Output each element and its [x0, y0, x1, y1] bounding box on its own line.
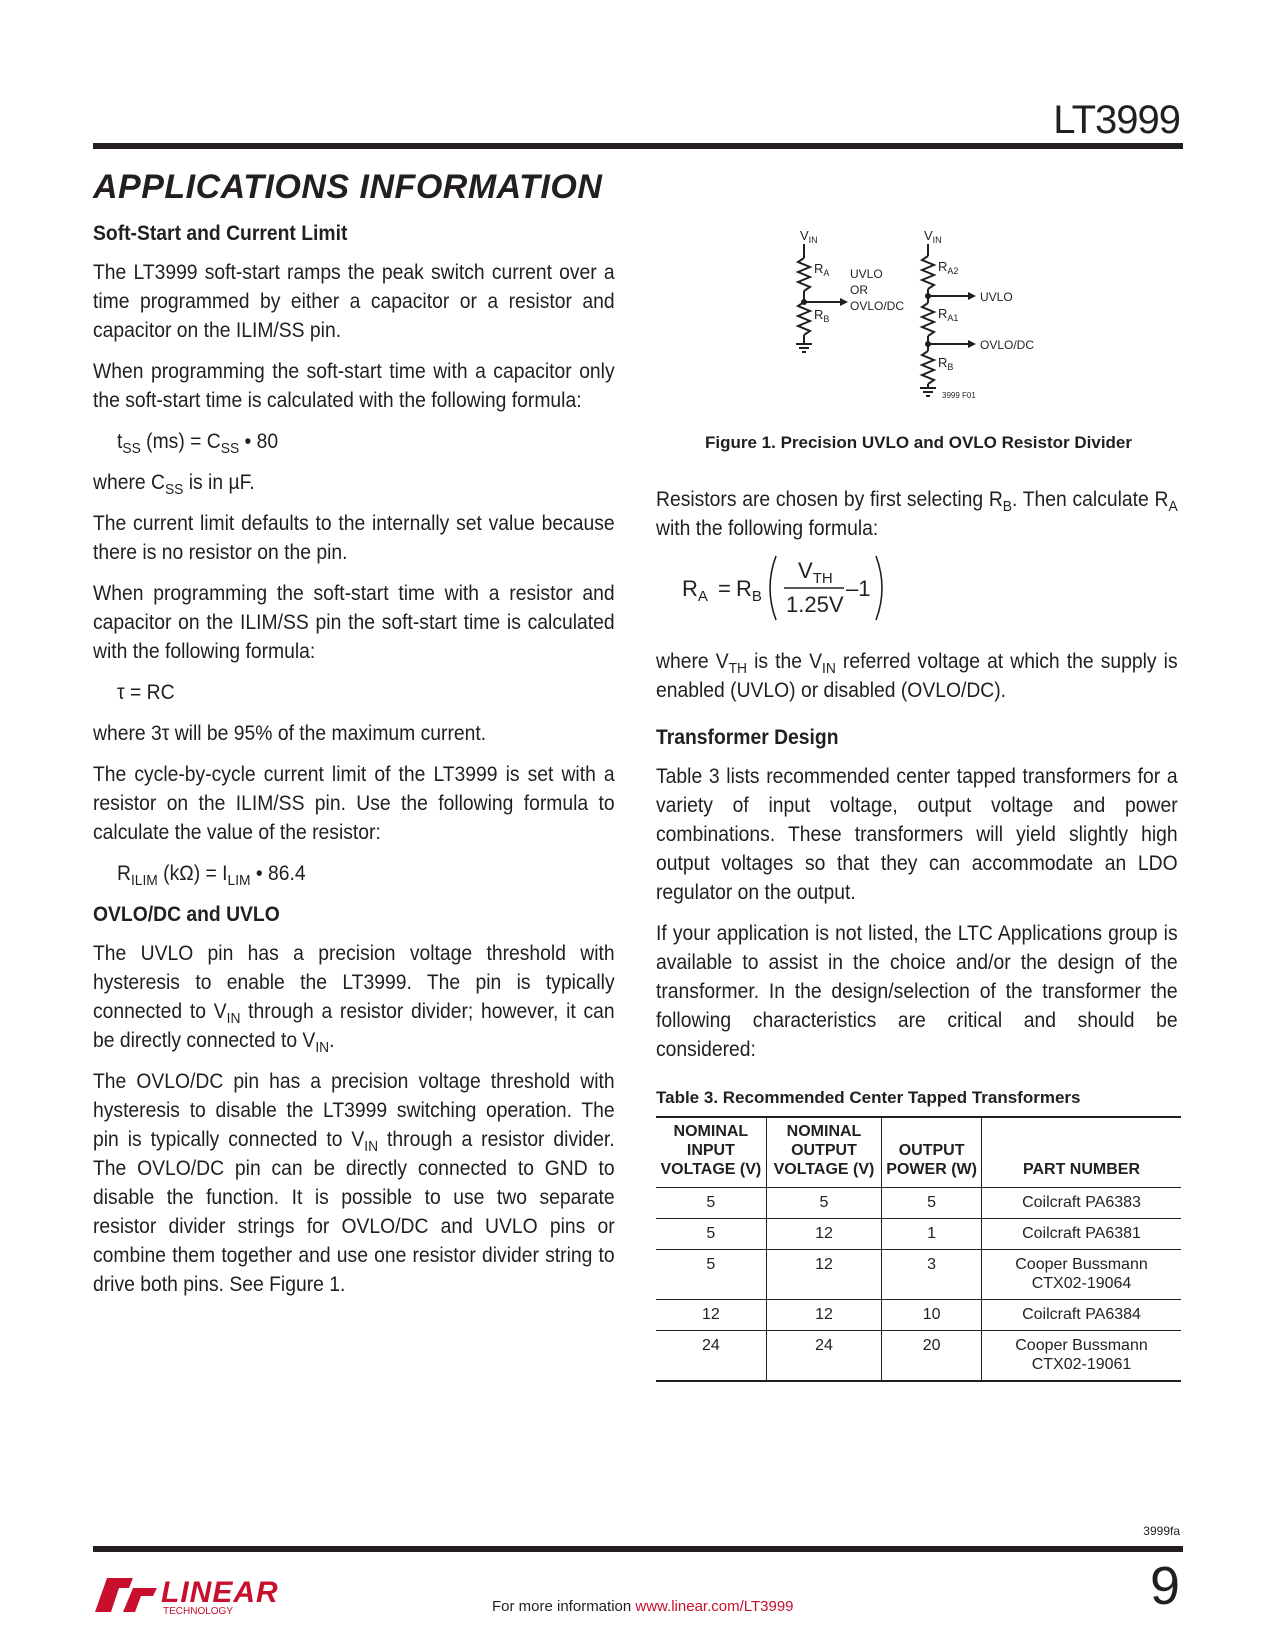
document-id: 3999fa	[1143, 1524, 1180, 1538]
heading-transformer: Transformer Design	[656, 726, 839, 749]
or-label: OR	[850, 283, 868, 297]
table-cell: 20	[882, 1331, 982, 1382]
paragraph: Table 3 lists recommended center tapped transformers for a variety of input voltage, output voltage and power combinations. These transformers will yield slightly high output voltages so that they can accommodate an LDO regulator on the output.	[656, 765, 1178, 904]
paragraph: If your application is not listed, the LTC Applications group is available to assist in the choice and/or the design of the transformer. In the design/selection of the transformer the following characteristics are critical and should be considered:	[656, 922, 1178, 1061]
paragraph: where $V_{TH}$ is the $V_{IN}$ referred voltage at which the supply is enabled (UVLO) or disabled (OVLO/DC).	[656, 650, 1178, 702]
paragraph: Resistors are chosen by first selecting $R_B$. Then calculate $R_A$ with the following formula:	[656, 488, 1178, 540]
out-ovlo-label: OVLO/DC	[980, 338, 1035, 352]
column-header: NOMINAL OUTPUT VOLTAGE (V)	[766, 1117, 882, 1188]
heading-softstart: Soft-Start and Current Limit	[93, 222, 348, 245]
table-cell: 5	[656, 1219, 766, 1250]
paragraph: The OVLO/DC pin has a precision voltage threshold with hysteresis to disable the LT3999 switching operation. The pin is typically connected to $V_{IN}$ through a resistor divider. The OVLO/DC pin can be directly connected to GND to disable the function. It is possible to use two separate resistor divider strings for OVLO/DC and UVLO pins or combine them together and use one resistor divider string to drive both pins. See Figure 1.	[93, 1070, 615, 1296]
footer-more-info: For more information www.linear.com/LT3999	[492, 1598, 794, 1615]
eq-denominator: 1.25V	[786, 592, 844, 617]
table-cell: Coilcraft PA6381	[982, 1219, 1182, 1250]
right-paren	[876, 556, 882, 620]
rb-label: $R_B$	[814, 307, 830, 324]
table-cell: 12	[766, 1250, 882, 1300]
paragraph: where $C_{SS}$ is in µF.	[93, 471, 255, 498]
left-paren	[770, 556, 776, 620]
paragraph: where 3τ will be 95% of the maximum current.	[93, 722, 487, 745]
paragraph: The cycle-by-cycle current limit of the LT3999 is set with a resistor on the ILIM/SS pin. Use the following formula to calculate the value of the resistor:	[93, 763, 615, 844]
table-cell: Cooper Bussmann CTX02-19061	[982, 1331, 1182, 1382]
table-cell: 5	[882, 1188, 982, 1219]
resistor-ra	[798, 258, 810, 291]
uvlo-label: UVLO	[850, 267, 883, 281]
column-header: NOMINAL INPUT VOLTAGE (V)	[656, 1117, 766, 1188]
column-header: PART NUMBER	[982, 1117, 1182, 1188]
ra-equation	[680, 548, 900, 628]
ground-icon	[796, 344, 812, 352]
table-cell: 12	[766, 1300, 882, 1331]
table-cell: Coilcraft PA6384	[982, 1300, 1182, 1331]
part-number: LT3999	[1053, 98, 1180, 142]
table-header-row	[656, 1117, 1181, 1188]
resistor-rb	[798, 302, 810, 335]
arrow-icon	[968, 292, 976, 300]
column-header: OUTPUT POWER (W)	[882, 1117, 982, 1188]
ra-label: $R_A$	[814, 261, 830, 278]
table-cell: 12	[656, 1300, 766, 1331]
left-column	[93, 219, 618, 1311]
footer-link[interactable]: www.linear.com/LT3999	[635, 1598, 794, 1615]
paragraph: The LT3999 soft-start ramps the peak switch current over a time programmed by either a capacitor or a resistor and capacitor on the ILIM/SS pin.	[93, 261, 615, 342]
ovlo-label: OVLO/DC	[850, 299, 905, 313]
formula-tss: $t_{SS}$ $(ms) = C_{SS}$ • 80	[117, 430, 279, 457]
formula-tau: τ = RC	[117, 681, 175, 704]
figure-id: 3999 F01	[942, 391, 976, 400]
figure-caption: Figure 1. Precision UVLO and OVLO Resistor Divider	[705, 433, 1132, 452]
table-row	[656, 1331, 1181, 1382]
table-row	[656, 1188, 1181, 1219]
table-cell: 5	[656, 1250, 766, 1300]
table-cell: 12	[766, 1219, 882, 1250]
paragraph: When programming the soft-start time with a capacitor only the soft-start time is calculated with the following formula:	[93, 360, 615, 412]
vin-label: $V_{IN}$	[924, 228, 942, 245]
formula-rilim: $R_{ILIM}$ $(k\Omega) = I_{LIM}$ • 86.4	[117, 862, 306, 889]
arrow-icon	[968, 340, 976, 348]
ra2-label: $R_{A2}$	[938, 259, 959, 276]
table-cell: 24	[766, 1331, 882, 1382]
footer-rule	[93, 1546, 1183, 1552]
out-uvlo-label: UVLO	[980, 290, 1013, 304]
logo-text: LINEAR	[161, 1576, 279, 1609]
table-cell: Cooper Bussmann CTX02-19064	[982, 1250, 1182, 1300]
ground-icon	[920, 388, 936, 396]
heading-ovlo: OVLO/DC and UVLO	[93, 903, 280, 926]
eq-minus-one: –1	[846, 576, 871, 601]
arrow-icon	[840, 298, 848, 306]
table-cell: 10	[882, 1300, 982, 1331]
transformer-table	[656, 1116, 1181, 1382]
table-cell: Coilcraft PA6383	[982, 1188, 1182, 1219]
uvlo-ovlo-schematic	[790, 228, 1050, 423]
table-cell: 5	[656, 1188, 766, 1219]
table-cell: 5	[766, 1188, 882, 1219]
table-row	[656, 1250, 1181, 1300]
header-rule	[93, 143, 1183, 149]
rb-label: $R_B$	[938, 355, 954, 372]
paragraph: The current limit defaults to the internally set value because there is no resistor on the pin.	[93, 512, 615, 564]
resistor-ra1	[922, 303, 934, 336]
table-cell: 3	[882, 1250, 982, 1300]
section-title: APPLICATIONS INFORMATION	[93, 168, 603, 206]
eq-rb: $R_B$	[736, 576, 762, 605]
resistor-ra2	[922, 256, 934, 289]
eq-equals: =	[718, 576, 731, 601]
resistor-rb	[922, 351, 934, 384]
eq-numerator: $V_{TH}$	[798, 558, 833, 587]
table-cell: 1	[882, 1219, 982, 1250]
vin-label: $V_{IN}$	[800, 228, 818, 245]
table-row	[656, 1300, 1181, 1331]
page-number: 9	[1149, 1556, 1180, 1616]
paragraph: When programming the soft-start time with a resistor and capacitor on the ILIM/SS pin the soft-start time is calculated with the following formula:	[93, 582, 615, 663]
eq-ra: $R_A$	[682, 576, 708, 605]
table-title: Table 3. Recommended Center Tapped Transformers	[656, 1088, 1081, 1107]
linear-technology-logo	[93, 1568, 279, 1618]
table-row	[656, 1219, 1181, 1250]
ra1-label: $R_{A1}$	[938, 306, 959, 323]
table-cell: 24	[656, 1331, 766, 1382]
paragraph: The UVLO pin has a precision voltage threshold with hysteresis to enable the LT3999. The pin is typically connected to $V_{IN}$ through a resistor divider; however, it can be directly connected to $V_{IN}$.	[93, 942, 615, 1056]
logo-subtext: TECHNOLOGY	[163, 1606, 234, 1617]
